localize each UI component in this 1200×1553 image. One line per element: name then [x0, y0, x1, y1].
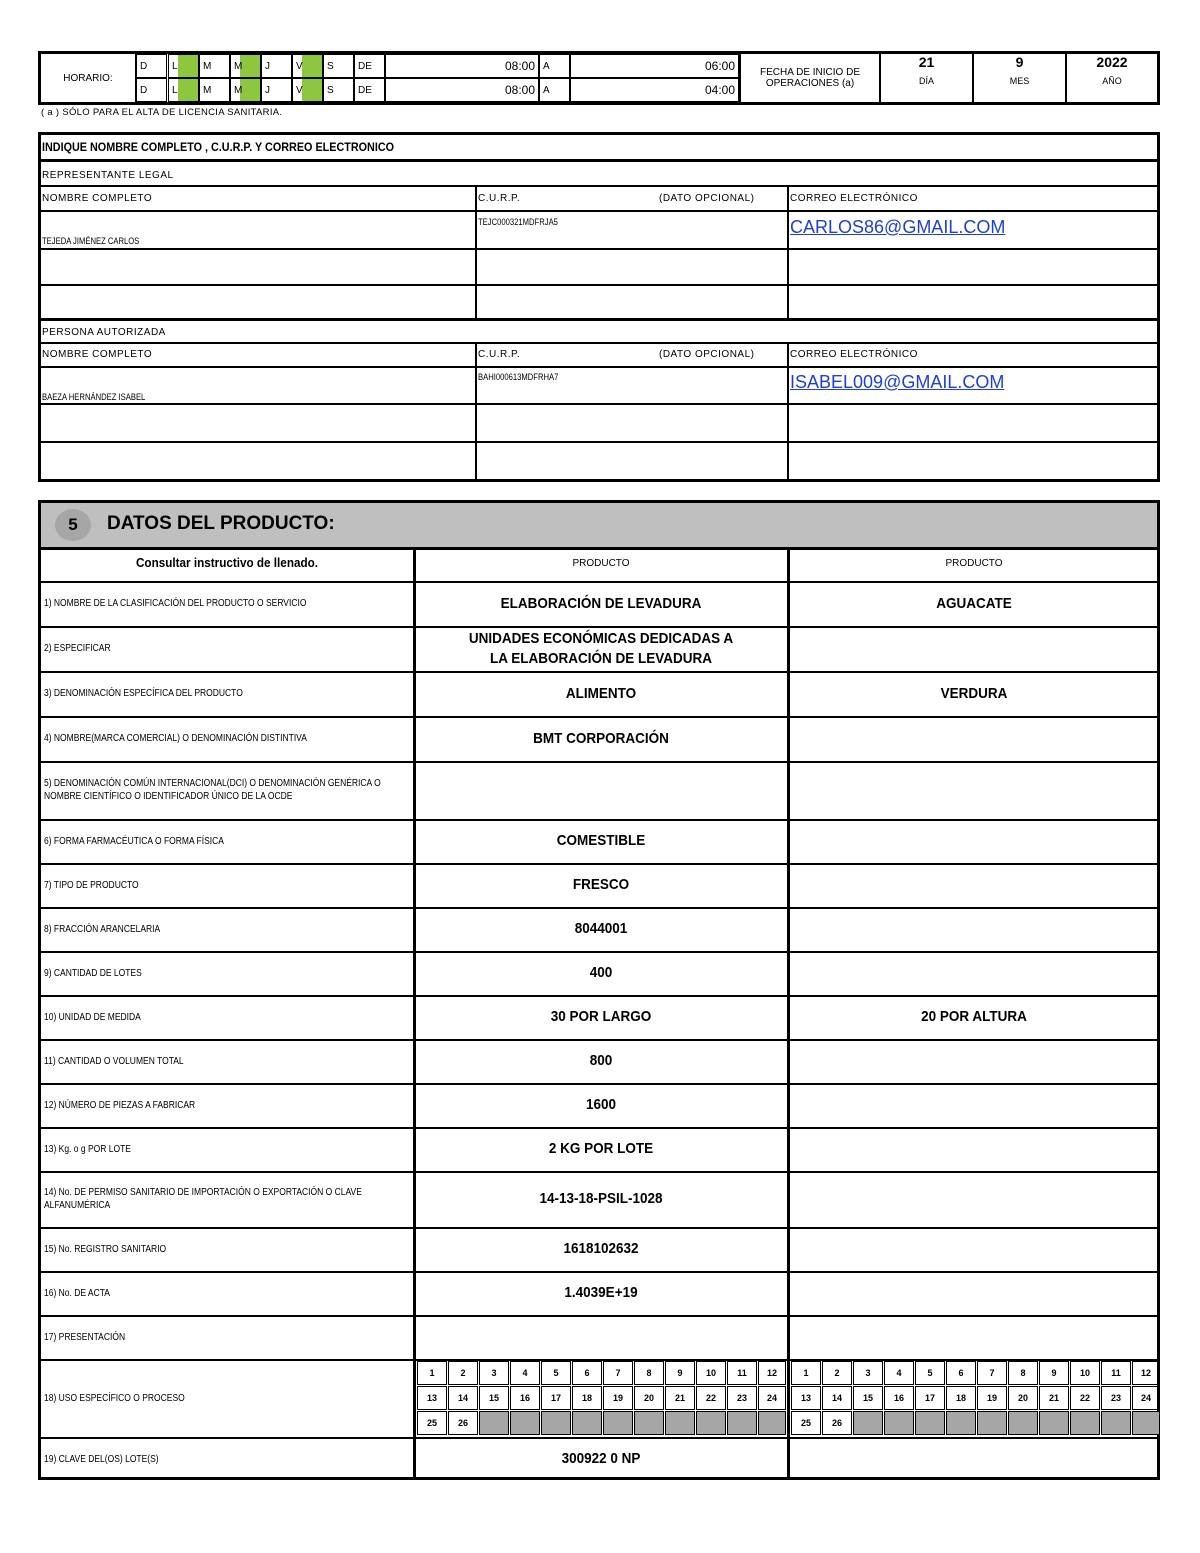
- product-row-label: 6) FORMA FARMACÉUTICA O FORMA FÍSICA: [44, 835, 224, 847]
- mes-cell: [972, 54, 1065, 102]
- section-datos-producto: [38, 500, 1160, 1480]
- uso-filler-cell: [603, 1411, 633, 1435]
- uso-filler-cell: [479, 1411, 509, 1435]
- instructivo-label: Consultar instructivo de llenado.: [135, 555, 319, 570]
- product-row: [41, 626, 1157, 673]
- horario-row2-day-2: M: [199, 78, 230, 102]
- uso-checkbox[interactable]: 16: [884, 1386, 914, 1410]
- product-row-label: 10) UNIDAD DE MEDIDA: [44, 1011, 141, 1023]
- product-row-value-v2: [808, 1227, 1141, 1271]
- horario-row1-a: A: [539, 54, 570, 78]
- horario-row1-day-3: M: [230, 54, 261, 78]
- uso-checkbox[interactable]: 1: [417, 1361, 447, 1385]
- rep-nombre: TEJEDA JIMÉNEZ CARLOS: [42, 236, 140, 246]
- product-row: [41, 1227, 1157, 1273]
- uso-checkbox[interactable]: 17: [541, 1386, 571, 1410]
- product-row-value-v1: COMESTIBLE: [556, 832, 646, 849]
- rep-correo[interactable]: CARLOS86@GMAIL.COM: [790, 217, 1006, 237]
- product-row-value-v2: [808, 1039, 1141, 1083]
- horario-row1-day-6: S: [323, 54, 354, 78]
- product-row-label: 15) No. REGISTRO SANITARIO: [44, 1243, 167, 1255]
- product-row-value-v2: AGUACATE: [936, 594, 1012, 612]
- uso-checkbox[interactable]: 1: [791, 1361, 821, 1385]
- uso-filler-cell: [1132, 1411, 1160, 1435]
- product-row-value-v2: [808, 626, 1141, 671]
- product-row-value-v1: 800: [589, 1052, 613, 1069]
- product-row-value-v2: [808, 1271, 1141, 1315]
- anio-cell: [1065, 54, 1157, 102]
- product-row: [41, 995, 1157, 1041]
- product-row-value-v1: 400: [589, 964, 613, 981]
- product-row: [41, 1039, 1157, 1085]
- mes-label: MES: [1009, 76, 1030, 86]
- horario-label: HORARIO:: [41, 54, 136, 102]
- uso-checkbox[interactable]: 25: [791, 1411, 821, 1435]
- product-row: [41, 671, 1157, 718]
- product-row-label: 1) NOMBRE DE LA CLASIFICACIÓN DEL PRODUCTO O SERVICIO: [44, 598, 307, 609]
- product-row-value-v1: 1.4039E+19: [564, 1284, 638, 1301]
- uso-filler-cell: [758, 1411, 786, 1435]
- product-row-value-v1: 1618102632: [563, 1240, 639, 1257]
- product-row-label: 16) No. DE ACTA: [44, 1287, 110, 1299]
- product-row-label: 5) DENOMINACIÓN COMÚN INTERNACIONAL(DCI) O DENOMINACIÓN GENÉRICA O NOMBRE CIENTÍFICO O IDENTIFICADOR ÚNICO DE LA OCDE: [44, 778, 381, 802]
- uso-checkbox[interactable]: 5: [915, 1361, 945, 1385]
- fecha-inicio-label: FECHA DE INICIO DE OPERACIONES (a): [739, 54, 879, 102]
- per-nombre: BAEZA HERNÁNDEZ ISABEL: [42, 392, 146, 402]
- uso-filler-cell: [884, 1411, 914, 1435]
- horario-row1-day-0: D: [136, 54, 167, 78]
- uso-filler-cell: [915, 1411, 945, 1435]
- product-row-value-v2: [808, 716, 1141, 761]
- product-row-label: 11) CANTIDAD O VOLUMEN TOTAL: [44, 1055, 184, 1067]
- horario-row2-end: 04:00: [570, 78, 739, 102]
- uso-checkbox[interactable]: 21: [1039, 1386, 1069, 1410]
- product-row: [41, 863, 1157, 909]
- horario-row2-day-5: V: [292, 78, 323, 102]
- product-row: [41, 1315, 1157, 1361]
- horario-row1-day-4: J: [261, 54, 292, 78]
- section5-number-badge: 5: [55, 509, 91, 541]
- product-header-row: [41, 547, 1157, 583]
- uso-checkbox[interactable]: 8: [1008, 1361, 1038, 1385]
- clave-lote-lote_v1: 300922 0 NP: [561, 1450, 641, 1467]
- uso-checkbox[interactable]: 10: [1070, 1361, 1100, 1385]
- product-row-label: 14) No. DE PERMISO SANITARIO DE IMPORTACIÓN O EXPORTACIÓN O CLAVE ALFANUMÉRICA: [44, 1187, 362, 1211]
- product-row-value-v2: 20 POR ALTURA: [921, 1008, 1027, 1025]
- section-representantes: [38, 132, 1160, 482]
- horario-row2-day-0: D: [136, 78, 167, 102]
- product-row-value-v1: UNIDADES ECONÓMICAS DEDICADAS A LA ELABORACIÓN DE LEVADURA: [468, 629, 734, 667]
- uso-checkbox[interactable]: 22: [1070, 1386, 1100, 1410]
- product-row-value-v2: [808, 907, 1141, 951]
- uso-checkbox[interactable]: 4: [510, 1361, 540, 1385]
- per-correo[interactable]: ISABEL009@GMAIL.COM: [790, 372, 1005, 392]
- clave-lote-label: 19) CLAVE DEL(OS) LOTE(S): [44, 1453, 159, 1465]
- uso-filler-cell: [634, 1411, 664, 1435]
- product-row-value-v2: [808, 761, 1141, 819]
- dia-label: DÍA: [918, 76, 934, 86]
- uso-checkbox[interactable]: 8: [634, 1361, 664, 1385]
- rep-col-correo: CORREO ELECTRÓNICO: [790, 193, 918, 204]
- horario-row1-start: 08:00: [385, 54, 539, 78]
- rep-col-opcional: (DATO OPCIONAL): [659, 193, 755, 204]
- uso-checkbox[interactable]: 10: [696, 1361, 726, 1385]
- uso-filler-cell: [977, 1411, 1007, 1435]
- uso-filler-cell: [727, 1411, 757, 1435]
- anio-label: AÑO: [1102, 76, 1122, 86]
- product-row-value-v2: VERDURA: [940, 684, 1008, 702]
- clave-lote-row: [41, 1437, 1157, 1481]
- product-row-label: 8) FRACCIÓN ARANCELARIA: [44, 923, 161, 935]
- uso-checkbox[interactable]: 7: [603, 1361, 633, 1385]
- product-row: [41, 1083, 1157, 1129]
- uso-checkbox[interactable]: 18: [572, 1386, 602, 1410]
- product-row-label: 12) NÚMERO DE PIEZAS A FABRICAR: [44, 1099, 196, 1111]
- horario-row1-day-1: L: [168, 54, 199, 78]
- uso-checkbox[interactable]: 2: [822, 1361, 852, 1385]
- uso-checkbox[interactable]: 12: [758, 1361, 786, 1385]
- product-row-value-v1: ALIMENTO: [565, 684, 637, 702]
- uso-filler-cell: [853, 1411, 883, 1435]
- product-row-value-v1: 30 POR LARGO: [550, 1008, 652, 1025]
- uso-checkbox[interactable]: 25: [417, 1411, 447, 1435]
- uso-filler-cell: [1008, 1411, 1038, 1435]
- uso-filler-cell: [541, 1411, 571, 1435]
- section4-title: INDIQUE NOMBRE COMPLETO , C.U.R.P. Y CORREO ELECTRONICO: [42, 140, 395, 154]
- uso-checkbox[interactable]: 13: [791, 1386, 821, 1410]
- uso-checkbox[interactable]: 23: [727, 1386, 757, 1410]
- rep-col-curp: C.U.R.P.: [478, 193, 521, 204]
- horario-row1-de: DE: [354, 54, 385, 78]
- uso-checkbox[interactable]: 18: [946, 1386, 976, 1410]
- horario-row2-day-1: L: [168, 78, 199, 102]
- uso-checkbox[interactable]: 16: [510, 1386, 540, 1410]
- product-row: [41, 1171, 1157, 1229]
- uso-checkbox[interactable]: 9: [665, 1361, 695, 1385]
- product-row-value-v2: [808, 1083, 1141, 1127]
- horario-block: [38, 51, 1160, 105]
- product-row-value-v2: [808, 819, 1141, 863]
- dia-cell: [879, 54, 972, 102]
- uso-checkbox[interactable]: 15: [479, 1386, 509, 1410]
- product-row-value-v1: [434, 1315, 769, 1359]
- product-row: [41, 951, 1157, 997]
- uso-checkbox[interactable]: 24: [758, 1386, 786, 1410]
- rep-col-nombre: NOMBRE COMPLETO: [42, 193, 153, 204]
- uso-filler-cell: [696, 1411, 726, 1435]
- uso-checkbox[interactable]: 7: [977, 1361, 1007, 1385]
- product-row-label: 3) DENOMINACIÓN ESPECÍFICA DEL PRODUCTO: [44, 688, 243, 699]
- horario-row1-end: 06:00: [570, 54, 739, 78]
- horario-row2-start: 08:00: [385, 78, 539, 102]
- uso-checkbox[interactable]: 24: [1132, 1386, 1160, 1410]
- uso-checkbox[interactable]: 19: [603, 1386, 633, 1410]
- product-row: [41, 1127, 1157, 1173]
- product-row-value-v2: [808, 863, 1141, 907]
- horario-row1-day-5: V: [292, 54, 323, 78]
- horario-row2-de: DE: [354, 78, 385, 102]
- uso-checkbox[interactable]: 6: [946, 1361, 976, 1385]
- persona-autorizada-label: PERSONA AUTORIZADA: [42, 327, 166, 338]
- uso-checkbox[interactable]: 11: [727, 1361, 757, 1385]
- uso-checkbox[interactable]: 13: [417, 1386, 447, 1410]
- uso-checkbox[interactable]: 3: [479, 1361, 509, 1385]
- anio-value: 2022: [1096, 54, 1128, 70]
- horario-row2-day-3: M: [230, 78, 261, 102]
- product-row-label: 7) TIPO DE PRODUCTO: [44, 879, 139, 891]
- uso-filler-cell: [510, 1411, 540, 1435]
- uso-filler-cell: [665, 1411, 695, 1435]
- product-row: [41, 819, 1157, 865]
- uso-checkbox[interactable]: 12: [1132, 1361, 1160, 1385]
- rep-legal-label: REPRESENTANTE LEGAL: [42, 170, 174, 181]
- per-col-correo: CORREO ELECTRÓNICO: [790, 349, 918, 360]
- product-col1-header: PRODUCTO: [572, 558, 630, 569]
- product-row-value-v2: [808, 1171, 1141, 1227]
- product-row-label: 13) Kg. o g POR LOTE: [44, 1143, 131, 1155]
- product-row-label: 9) CANTIDAD DE LOTES: [44, 967, 142, 979]
- product-row-value-v1: ELABORACIÓN DE LEVADURA: [500, 594, 702, 612]
- uso-checkbox[interactable]: 2: [448, 1361, 478, 1385]
- product-row-label: 2) ESPECIFICAR: [44, 643, 111, 654]
- product-col2-header: PRODUCTO: [945, 558, 1003, 569]
- product-row: [41, 716, 1157, 763]
- clave-lote-lote_v2: [808, 1437, 1141, 1481]
- uso-checkbox[interactable]: 20: [634, 1386, 664, 1410]
- product-row-value-v1: 1600: [585, 1096, 617, 1113]
- uso-checkbox[interactable]: 4: [884, 1361, 914, 1385]
- product-row-label: 17) PRESENTACIÓN: [44, 1331, 126, 1343]
- uso-checkbox[interactable]: 3: [853, 1361, 883, 1385]
- horario-row1-day-2: M: [199, 54, 230, 78]
- uso-checkbox[interactable]: 20: [1008, 1386, 1038, 1410]
- uso-checkbox[interactable]: 9: [1039, 1361, 1069, 1385]
- section5-header: [41, 503, 1157, 550]
- product-row-value-v1: 14-13-18-PSIL-1028: [539, 1190, 663, 1207]
- product-row: [41, 907, 1157, 953]
- uso-filler-cell: [1070, 1411, 1100, 1435]
- horario-row2-day-4: J: [261, 78, 292, 102]
- uso-checkbox[interactable]: 6: [572, 1361, 602, 1385]
- uso-checkbox[interactable]: 5: [541, 1361, 571, 1385]
- section5-title: DATOS DEL PRODUCTO:: [107, 513, 335, 534]
- product-row-value-v1: 8044001: [574, 920, 628, 937]
- product-row-value-v1: BMT CORPORACIÓN: [533, 729, 669, 747]
- uso-checkbox[interactable]: 21: [665, 1386, 695, 1410]
- uso-checkbox[interactable]: 23: [1101, 1386, 1131, 1410]
- uso-checkbox[interactable]: 26: [822, 1411, 852, 1435]
- product-row: [41, 581, 1157, 628]
- horario-row2-a: A: [539, 78, 570, 102]
- uso-especifico-row: [41, 1359, 1157, 1439]
- note-alta: ( a ) SÓLO PARA EL ALTA DE LICENCIA SANITARIA.: [41, 107, 283, 118]
- uso-checkbox[interactable]: 19: [977, 1386, 1007, 1410]
- per-col-nombre: NOMBRE COMPLETO: [42, 349, 153, 360]
- uso-filler-cell: [946, 1411, 976, 1435]
- uso-checkbox[interactable]: 26: [448, 1411, 478, 1435]
- product-row: [41, 1271, 1157, 1317]
- uso-checkbox[interactable]: 11: [1101, 1361, 1131, 1385]
- uso-especifico-label: 18) USO ESPECÍFICO O PROCESO: [44, 1392, 185, 1404]
- per-col-curp: C.U.R.P.: [478, 349, 521, 360]
- dia-value: 21: [918, 54, 935, 70]
- uso-checkbox[interactable]: 15: [853, 1386, 883, 1410]
- uso-checkbox[interactable]: 22: [696, 1386, 726, 1410]
- product-row-value-v2: [808, 1127, 1141, 1171]
- uso-checkbox[interactable]: 14: [822, 1386, 852, 1410]
- uso-filler-cell: [1039, 1411, 1069, 1435]
- product-row-label: 4) NOMBRE(MARCA COMERCIAL) O DENOMINACIÓN DISTINTIVA: [44, 733, 307, 744]
- uso-filler-cell: [1101, 1411, 1131, 1435]
- rep-curp: TEJC000321MDFRJA5: [478, 217, 558, 227]
- uso-checkbox[interactable]: 14: [448, 1386, 478, 1410]
- uso-filler-cell: [572, 1411, 602, 1435]
- mes-value: 9: [1015, 54, 1024, 70]
- per-col-opcional: (DATO OPCIONAL): [659, 349, 755, 360]
- product-row: [41, 761, 1157, 821]
- product-row-value-v2: [808, 1315, 1141, 1359]
- horario-row2-day-6: S: [323, 78, 354, 102]
- product-row-value-v2: [808, 951, 1141, 995]
- uso-checkbox[interactable]: 17: [915, 1386, 945, 1410]
- product-row-value-v1: [434, 761, 769, 819]
- product-row-value-v1: FRESCO: [572, 876, 630, 893]
- product-row-value-v1: 2 KG POR LOTE: [548, 1140, 654, 1157]
- per-curp: BAHI000613MDFRHA7: [478, 372, 559, 382]
